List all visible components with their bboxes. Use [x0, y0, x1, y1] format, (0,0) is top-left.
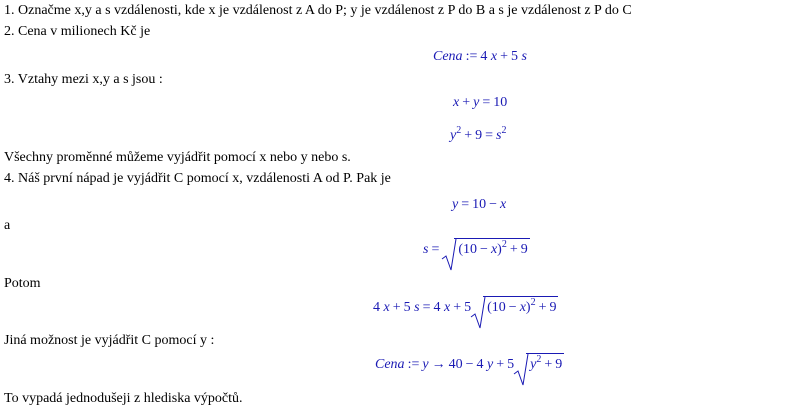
eq-cena-definition: Cena := 4 x + 5 s — [433, 49, 527, 64]
then-text: Potom — [4, 276, 41, 291]
alternative-text: Jiná možnost je vyjádřit C pomocí y : — [4, 333, 215, 348]
eq-y-of-x: y = 10 − x — [452, 197, 507, 212]
eq-x-plus-y: x + y = 10 — [453, 95, 508, 110]
sqrt-symbol: $(10 - x)^2 + 9$ — [442, 238, 529, 258]
step-4-text: 4. Náš první nápad je vyjádřit C pomocí x, vzdálenosti A od P. Pak je — [4, 171, 391, 186]
sqrt-symbol: $(10 - x)^2 + 9$ — [471, 296, 558, 316]
eq-s-of-x: s = $(10 - x)^2 + 9$ — [423, 238, 530, 258]
sqrt-symbol: $y^2 + 9$ — [514, 353, 564, 373]
step-2-text: 2. Cena v milionech Kč je — [4, 24, 151, 39]
step-3-text: 3. Vztahy mezi x,y a s jsou : — [4, 72, 163, 87]
eq-cost-of-x: 4 x + 5 s = 4 x + 5 $(10 - x)^2 + 9$ — [373, 296, 558, 316]
eq-pythagoras: $y^2 + 9 = s^2$ — [450, 125, 507, 143]
conjunction-a-text: a — [4, 218, 11, 233]
conclusion-text: To vypadá jednodušeji z hlediska výpočtů. — [4, 391, 243, 406]
eq-cena-of-y: Cena := y → 40 − 4 y + 5 $y^2 + 9$ — [375, 353, 564, 373]
step-1-text: 1. Označme x,y a s vzdálenosti, kde x je vzdálenost z A do P; y je vzdálenost z P do B a s je vzdálenost z P do C — [4, 3, 632, 18]
variables-note-text: Všechny proměnné můžeme vyjádřit pomocí x nebo y nebo s. — [4, 150, 351, 165]
